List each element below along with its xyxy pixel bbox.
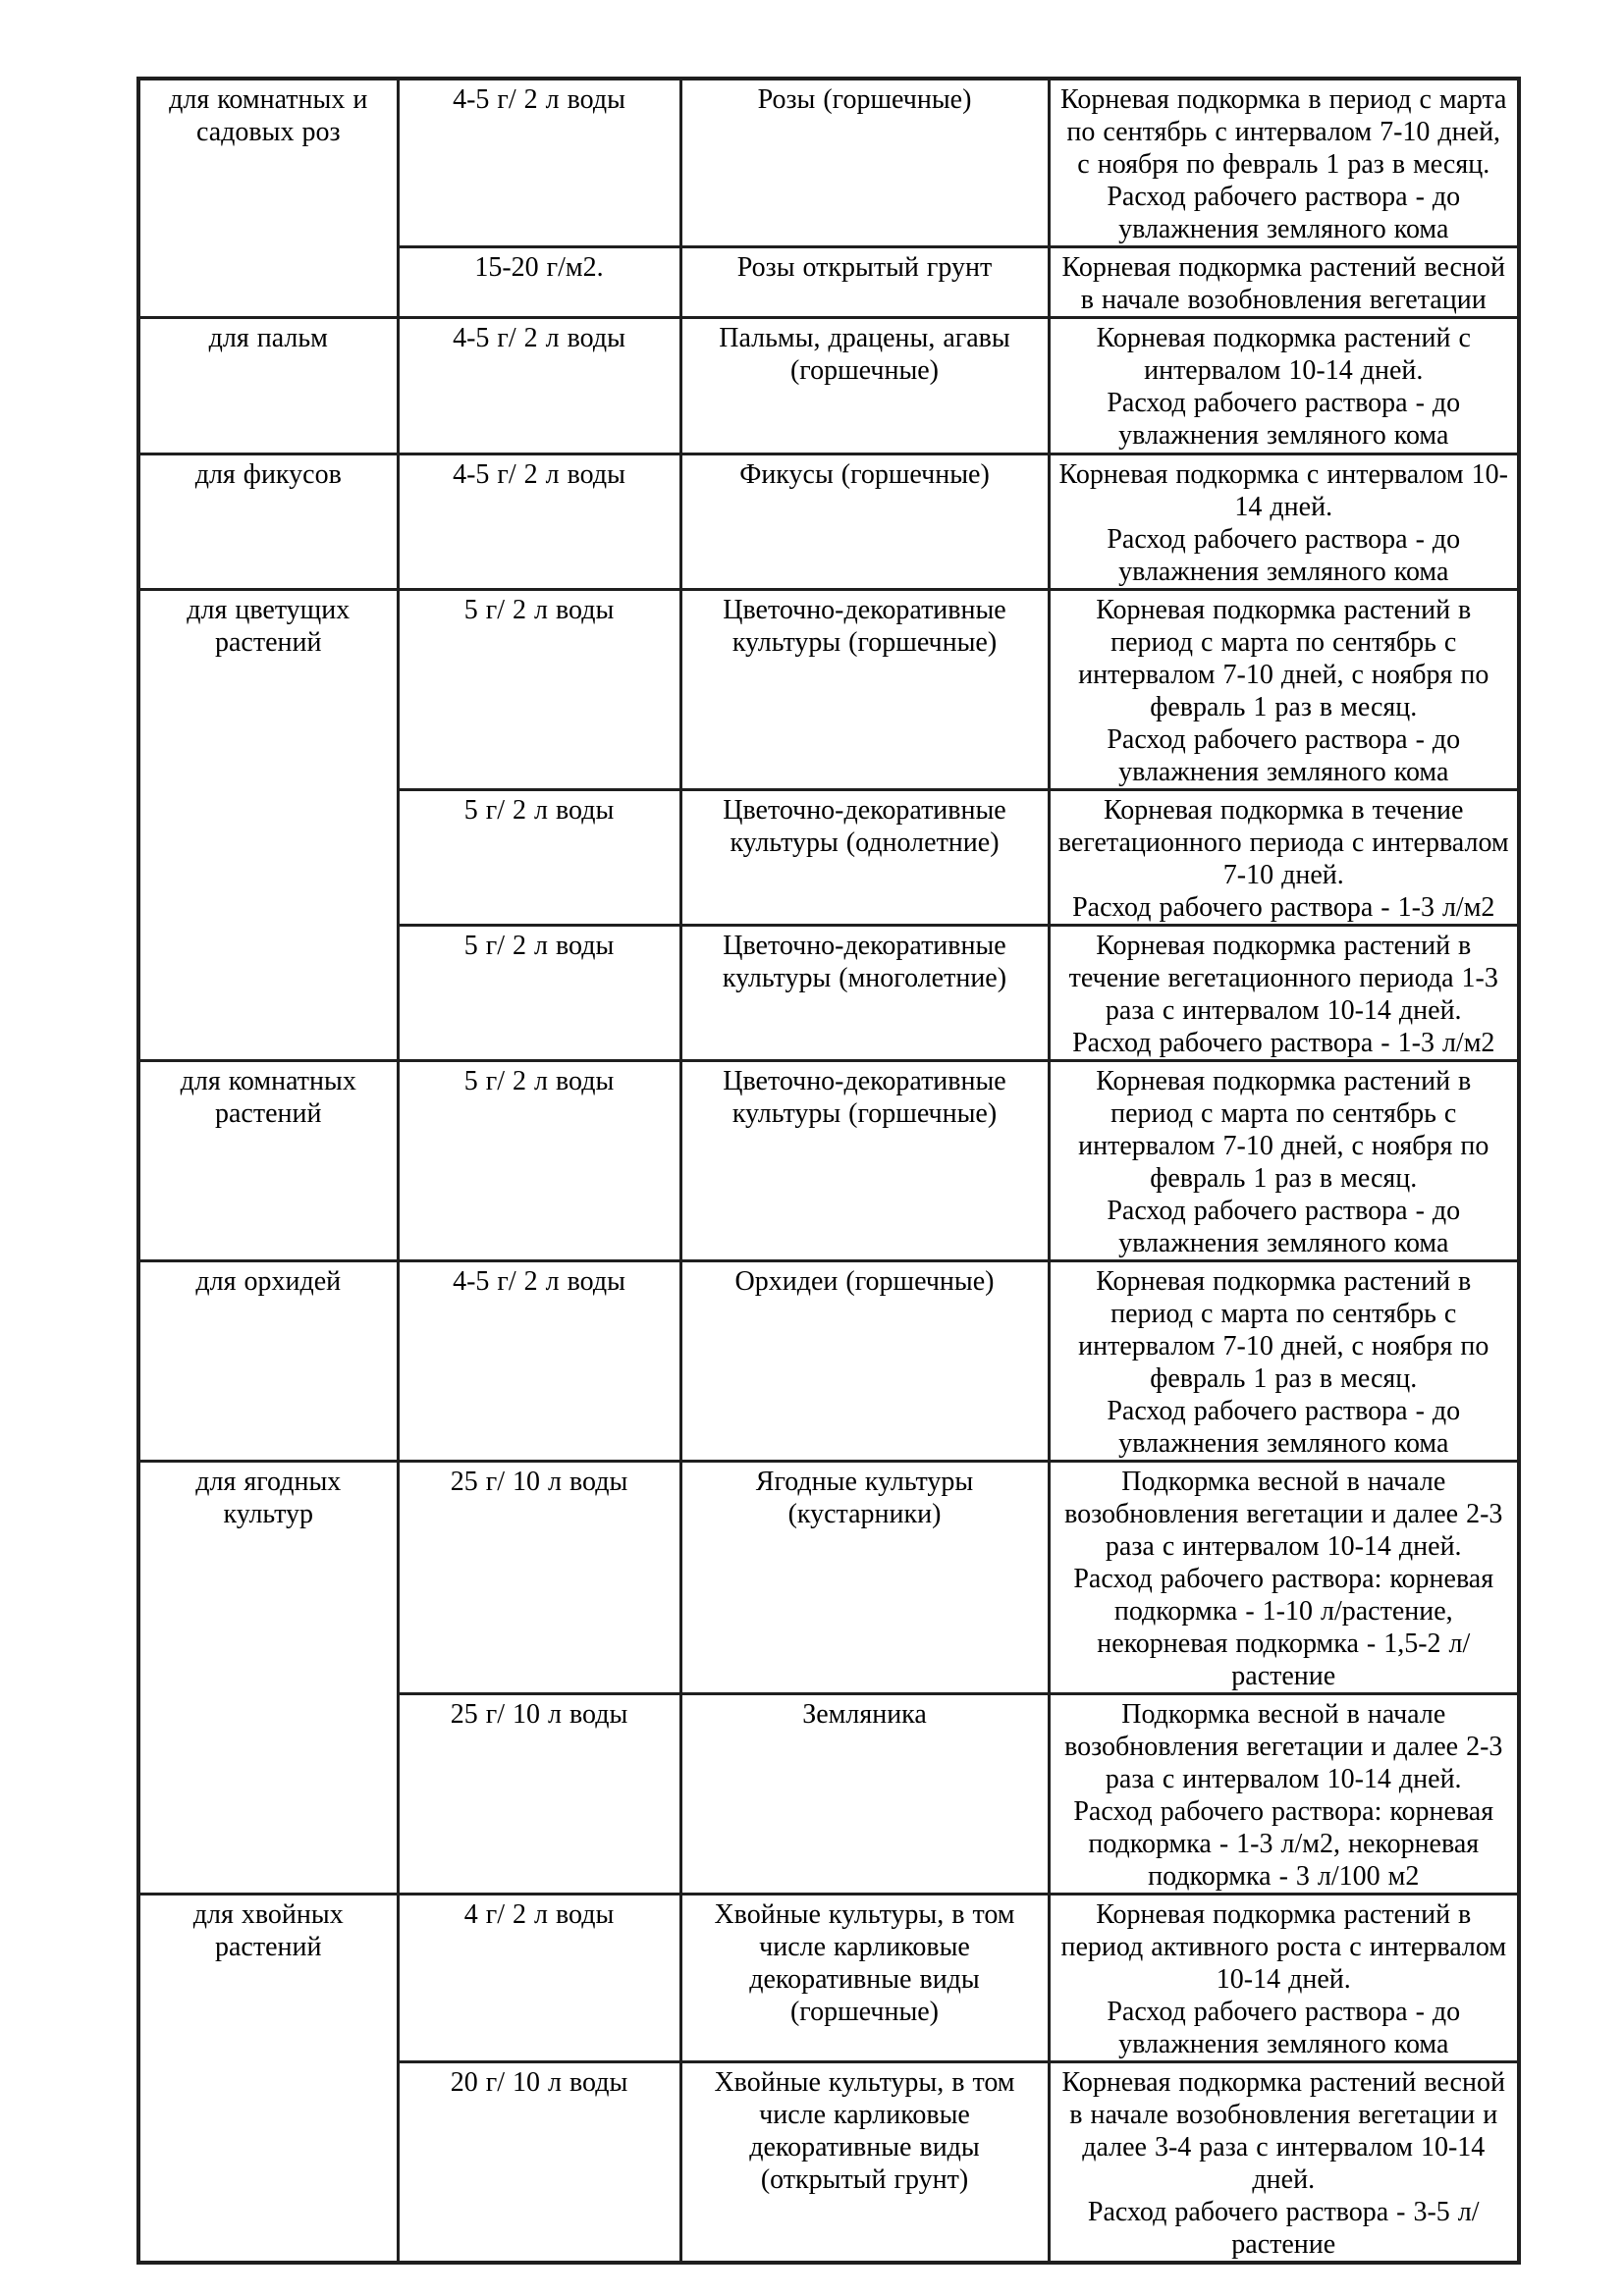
usage-text: Корневая подкормка растений весной в начале возобновления вегетации — [1061, 252, 1505, 315]
culture-cell: Цветочно-декоративные культуры (горшечные) — [680, 1061, 1049, 1261]
table-row — [138, 454, 1519, 590]
usage-text: Корневая подкормка в течение вегетационного периода с интервалом 7-10 дней. — [1057, 795, 1509, 890]
dose-cell: 25 г/ 10 л воды — [398, 1694, 680, 1895]
table-row — [138, 1895, 1519, 2062]
rate-text: Расход рабочего раствора: корневая подкормка - 1-3 л/м2, некорневая подкормка - 3 л/100 м2 — [1073, 1796, 1494, 1892]
instructions-cell — [1049, 790, 1519, 926]
rate-text: Расход рабочего раствора - до увлажнения земляного кома — [1107, 724, 1461, 787]
dose-cell: 25 г/ 10 л воды — [398, 1462, 680, 1694]
rate-text: Расход рабочего раствора - 1-3 л/м2 — [1072, 892, 1495, 923]
instructions-cell — [1049, 1895, 1519, 2062]
category-cell: для комнатных и садовых роз — [138, 79, 398, 318]
category-cell: для фикусов — [138, 454, 398, 590]
culture-cell: Пальмы, драцены, агавы (горшечные) — [680, 318, 1049, 454]
instructions-cell — [1049, 926, 1519, 1061]
culture-cell: Хвойные культуры, в том числе карликовые декоративные виды (горшечные) — [680, 1895, 1049, 2062]
usage-text: Корневая подкормка растений в период с марта по сентябрь с интервалом 7-10 дней, с ноября по февраль 1 раз в месяц. — [1078, 595, 1489, 722]
culture-cell: Цветочно-декоративные культуры (многолетние) — [680, 926, 1049, 1061]
dose-cell: 15-20 г/м2. — [398, 247, 680, 318]
instructions-cell — [1049, 1462, 1519, 1694]
usage-text: Корневая подкормка в период с марта по сентябрь с интервалом 7-10 дней, с ноября по февраль 1 раз в месяц. — [1060, 84, 1507, 180]
usage-text: Корневая подкормка растений с интервалом 10-14 дней. — [1096, 323, 1471, 386]
dose-cell: 5 г/ 2 л воды — [398, 1061, 680, 1261]
dose-cell: 4-5 г/ 2 л воды — [398, 79, 680, 247]
instructions-cell — [1049, 79, 1519, 247]
usage-text: Подкормка весной в начале возобновления вегетации и далее 2-3 раза с интервалом 10-14 дней. — [1064, 1467, 1503, 1562]
usage-text: Корневая подкормка растений в период с марта по сентябрь с интервалом 7-10 дней, с ноября по февраль 1 раз в месяц. — [1078, 1266, 1489, 1394]
dose-cell: 4-5 г/ 2 л воды — [398, 1261, 680, 1462]
dose-cell: 4 г/ 2 л воды — [398, 1895, 680, 2062]
rate-text: Расход рабочего раствора - 3-5 л/растение — [1087, 2197, 1480, 2260]
dose-cell: 5 г/ 2 л воды — [398, 790, 680, 926]
instructions-cell — [1049, 590, 1519, 790]
table-row — [138, 590, 1519, 790]
culture-cell: Розы открытый грунт — [680, 247, 1049, 318]
dose-cell: 4-5 г/ 2 л воды — [398, 454, 680, 590]
rate-text: Расход рабочего раствора - до увлажнения земляного кома — [1107, 1396, 1461, 1459]
rate-text: Расход рабочего раствора - до увлажнения земляного кома — [1107, 524, 1461, 587]
dose-cell: 4-5 г/ 2 л воды — [398, 318, 680, 454]
instructions-cell — [1049, 1061, 1519, 1261]
table-row — [138, 318, 1519, 454]
category-cell: для орхидей — [138, 1261, 398, 1462]
culture-cell: Орхидеи (горшечные) — [680, 1261, 1049, 1462]
culture-cell: Цветочно-декоративные культуры (однолетние) — [680, 790, 1049, 926]
usage-text: Корневая подкормка с интервалом 10-14 дней. — [1058, 459, 1508, 522]
table-row — [138, 79, 1519, 247]
category-cell: для пальм — [138, 318, 398, 454]
usage-text: Подкормка весной в начале возобновления вегетации и далее 2-3 раза с интервалом 10-14 дней. — [1064, 1699, 1503, 1794]
category-cell: для комнатных растений — [138, 1061, 398, 1261]
usage-text: Корневая подкормка растений в течение вегетационного периода 1-3 раза с интервалом 10-14 дней. — [1068, 931, 1498, 1026]
usage-text: Корневая подкормка растений в период с марта по сентябрь с интервалом 7-10 дней, с ноября по февраль 1 раз в месяц. — [1078, 1066, 1489, 1194]
dose-cell: 5 г/ 2 л воды — [398, 590, 680, 790]
rate-text: Расход рабочего раствора - до увлажнения земляного кома — [1107, 1196, 1461, 1258]
rate-text: Расход рабочего раствора: корневая подкормка - 1-10 л/растение, некорневая подкормка - 1,5-2 л/растение — [1073, 1564, 1494, 1691]
culture-cell: Фикусы (горшечные) — [680, 454, 1049, 590]
table-row — [138, 1061, 1519, 1261]
category-cell: для цветущих растений — [138, 590, 398, 1061]
culture-cell: Цветочно-декоративные культуры (горшечные) — [680, 590, 1049, 790]
dose-cell: 5 г/ 2 л воды — [398, 926, 680, 1061]
instructions-cell — [1049, 1694, 1519, 1895]
instructions-cell — [1049, 1261, 1519, 1462]
usage-text: Корневая подкормка растений весной в начале возобновления вегетации и далее 3-4 раза с интервалом 10-14 дней. — [1061, 2067, 1505, 2195]
instructions-cell — [1049, 247, 1519, 318]
rate-text: Расход рабочего раствора - 1-3 л/м2 — [1072, 1028, 1495, 1058]
culture-cell: Ягодные культуры (кустарники) — [680, 1462, 1049, 1694]
culture-cell: Хвойные культуры, в том числе карликовые декоративные виды (открытый грунт) — [680, 2062, 1049, 2264]
culture-cell: Земляника — [680, 1694, 1049, 1895]
usage-text: Корневая подкормка растений в период активного роста с интервалом 10-14 дней. — [1060, 1899, 1507, 1995]
rate-text: Расход рабочего раствора - до увлажнения земляного кома — [1107, 1997, 1461, 2059]
instructions-cell — [1049, 2062, 1519, 2264]
rate-text: Расход рабочего раствора - до увлажнения земляного кома — [1107, 388, 1461, 451]
dosage-table — [136, 77, 1521, 2265]
category-cell: для ягодных культур — [138, 1462, 398, 1895]
culture-cell: Розы (горшечные) — [680, 79, 1049, 247]
rate-text: Расход рабочего раствора - до увлажнения земляного кома — [1107, 182, 1461, 244]
table-row — [138, 1462, 1519, 1694]
table-row — [138, 1261, 1519, 1462]
category-cell: для хвойных растений — [138, 1895, 398, 2264]
instructions-cell — [1049, 318, 1519, 454]
dose-cell: 20 г/ 10 л воды — [398, 2062, 680, 2264]
instructions-cell — [1049, 454, 1519, 590]
